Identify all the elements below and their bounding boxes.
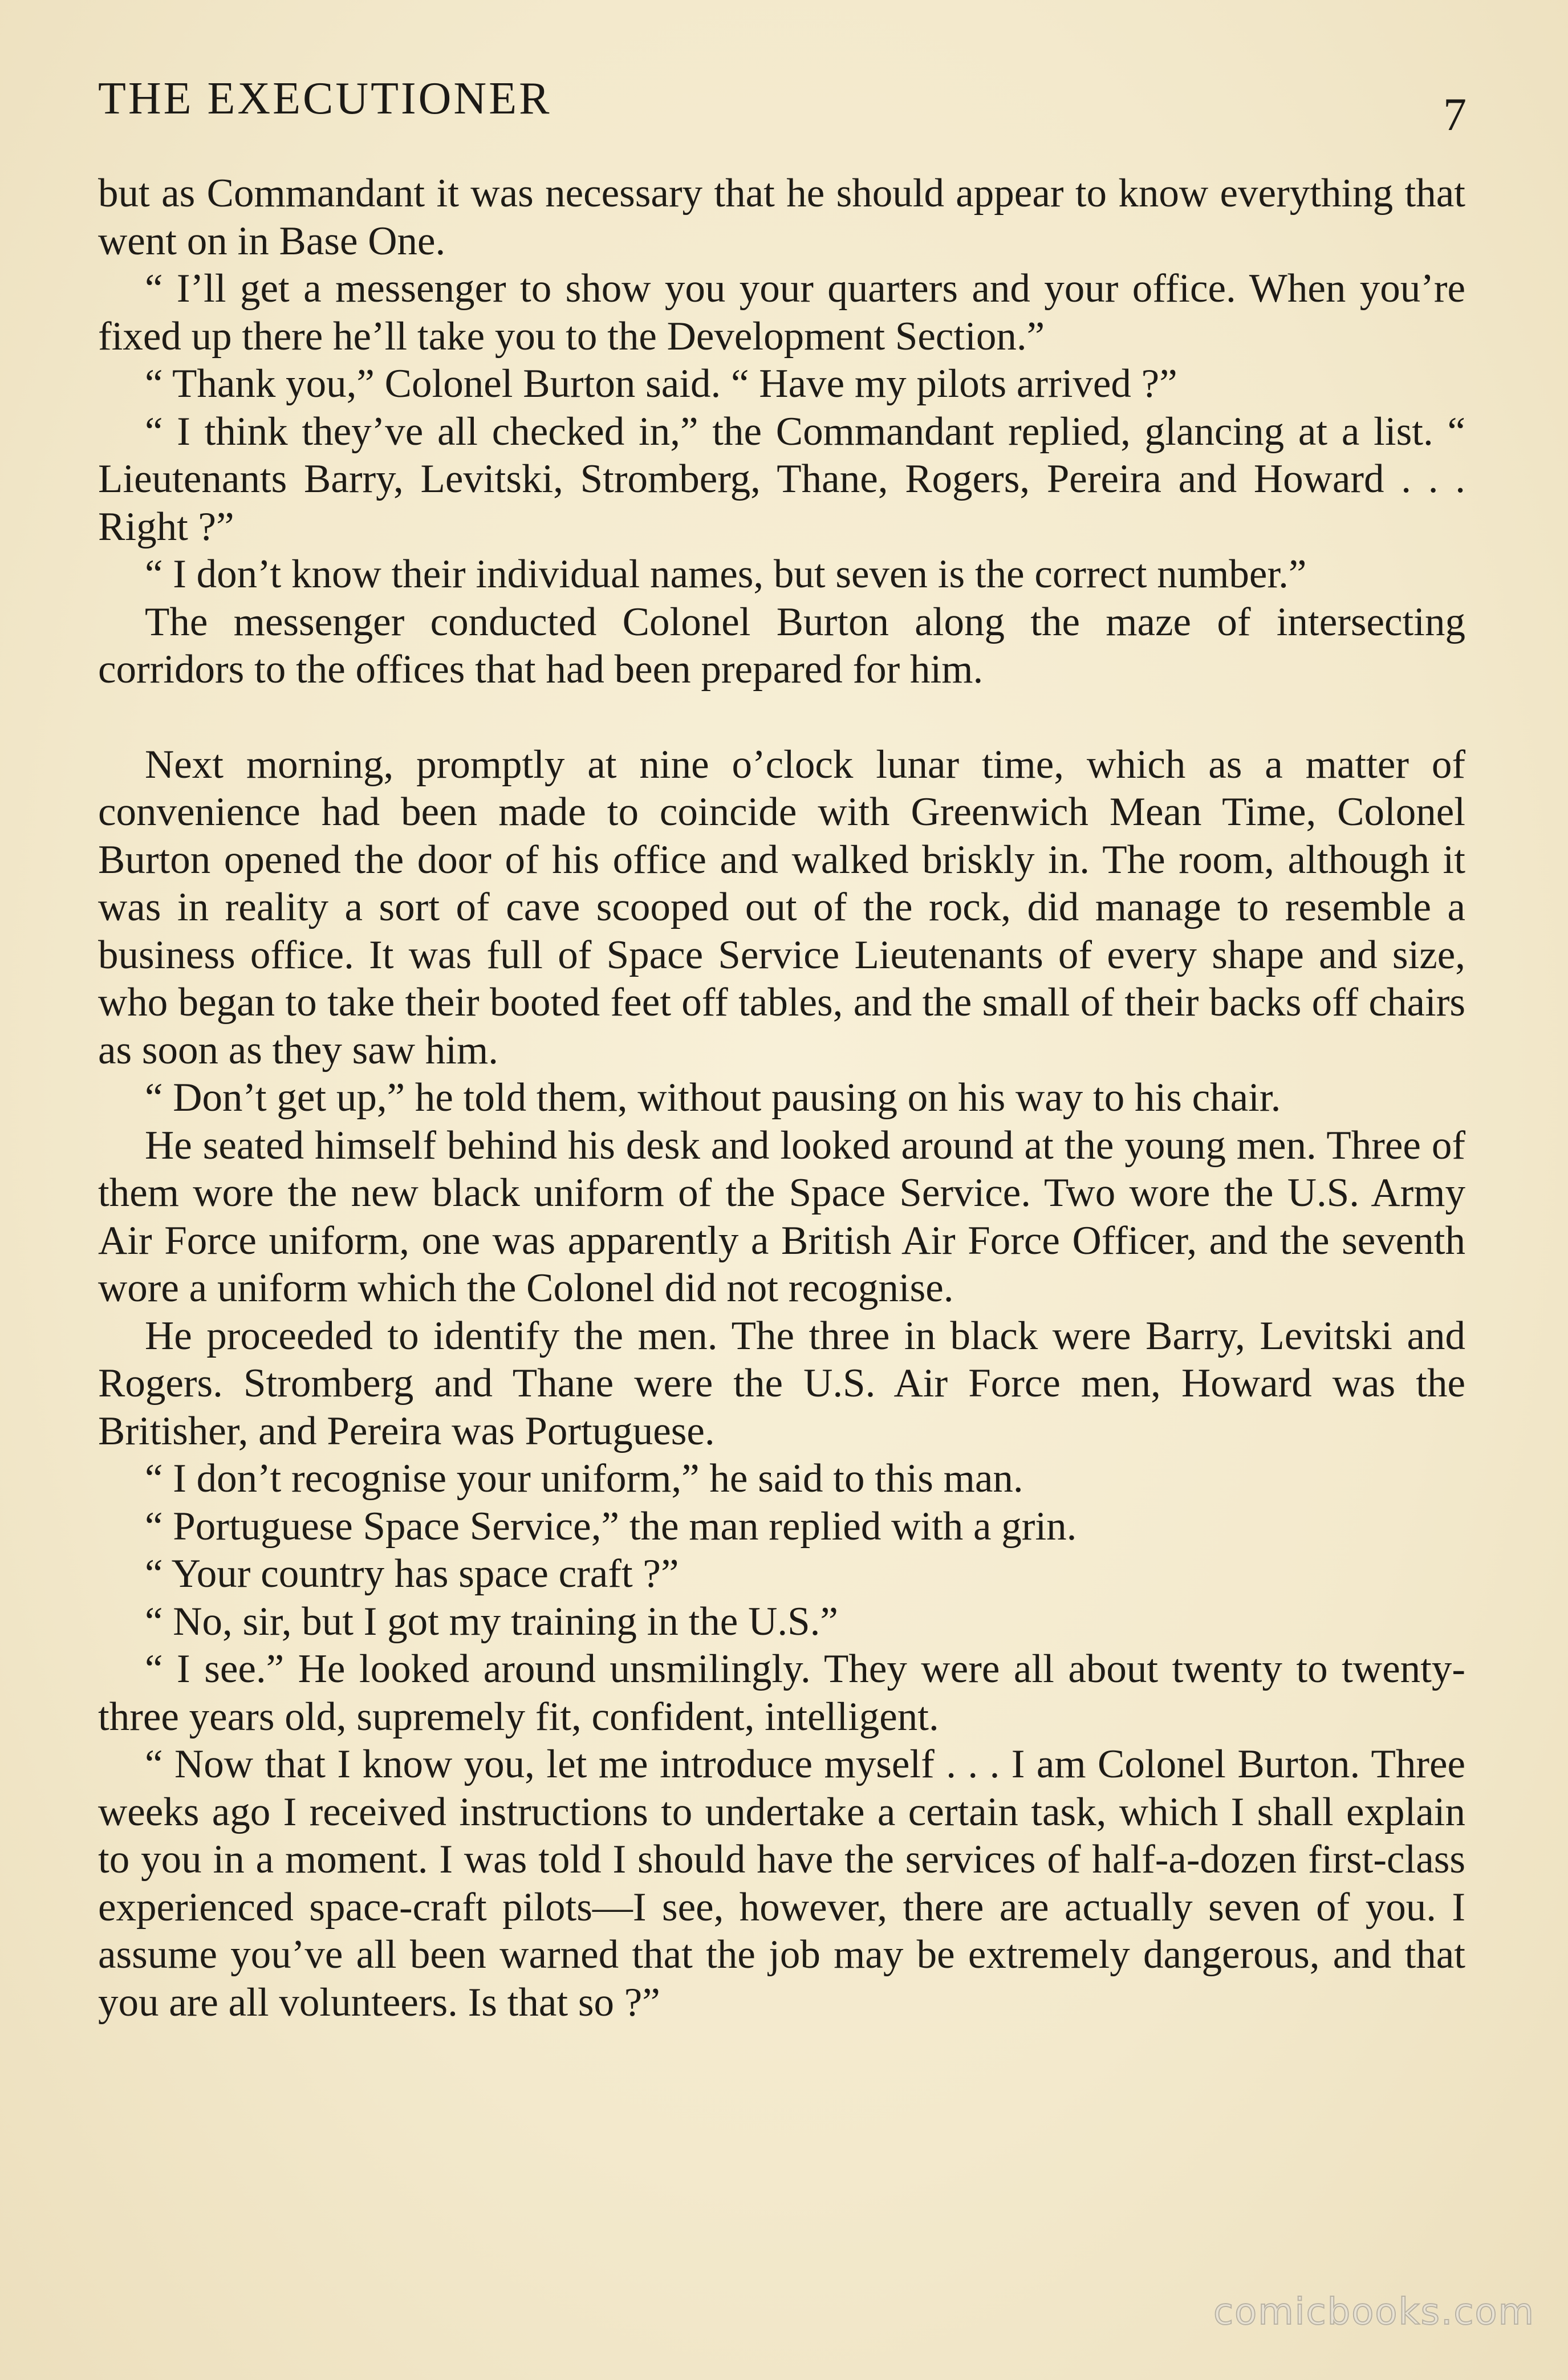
body-text xyxy=(98,170,1465,2302)
running-title: THE EXECUTIONER xyxy=(98,74,552,124)
paragraph: “ Don’t get up,” he told them, without pausing on his way to his chair. xyxy=(145,1075,1281,1120)
paragraph: He seated himself behind his desk and looked around at the young men. Three of them wore the new black uniform of the Space Service. Two wore the U.S. Army Air Force uniform, one was apparently a British Air Force Officer, and the seventh wore a uniform which the Colonel did not recognise. xyxy=(98,1123,1465,1310)
paragraph: Next morning, promptly at nine o’clock lunar time, which as a matter of convenience had been made to coincide with Greenwich Mean Time, Colonel Burton opened the door of his office and walked briskly in. The room, although it was in reality a sort of cave scooped out of the rock, did manage to resemble a business office. It was full of Space Service Lieutenants of every shape and size, who began to take their booted feet off tables, and the small of their backs off chairs as soon as they saw him. xyxy=(98,742,1465,1073)
paragraph: The messenger conducted Colonel Burton along the maze of intersecting corridors to the offices that had been prepared for him. xyxy=(98,599,1465,692)
paragraph: “ Portuguese Space Service,” the man replied with a grin. xyxy=(145,1504,1077,1549)
paragraph: “ Thank you,” Colonel Burton said. “ Have my pilots arrived ?” xyxy=(145,362,1177,406)
page-header xyxy=(98,73,1467,141)
paragraph: “ Now that I know you, let me introduce myself . . . I am Colonel Burton. Three weeks ago I received instructions to undertake a certain task, which I shall explain to you in a moment. I was told I should have the services of half-a-dozen first-class experienced space-craft pilots—I see, however, there are actually seven of you. I assume you’ve all been warned that the job may be extremely dangerous, and that you are all volunteers. Is that so ?” xyxy=(98,1742,1465,2025)
paragraph: “ I’ll get a messenger to show you your quarters and your office. When you’re fixed up there he’ll take you to the Development Section.” xyxy=(98,266,1465,359)
paragraph: “ I think they’ve all checked in,” the Commandant replied, glancing at a list. “ Lieutenants Barry, Levitski, Stromberg, Thane, Rogers, Pereira and Howard . . . Right ?” xyxy=(98,409,1465,549)
paragraph: “ Your country has space craft ?” xyxy=(145,1552,679,1596)
paragraph: “ I don’t recognise your uniform,” he said to this man. xyxy=(145,1456,1023,1501)
watermark-logo: comicbooks.com xyxy=(1213,2291,1535,2333)
paragraph: “ I see.” He looked around unsmilingly. They were all about twenty to twenty-three years old, supremely fit, confident, intelligent. xyxy=(98,1647,1465,1739)
paragraph: but as Commandant it was necessary that he should appear to know everything that went on in Base One. xyxy=(98,171,1465,263)
page-number: 7 xyxy=(1443,88,1467,140)
paragraph: “ No, sir, but I got my training in the U.S.” xyxy=(145,1599,838,1644)
section-break xyxy=(98,694,1465,741)
paragraph: He proceeded to identify the men. The three in black were Barry, Levitski and Rogers. Stromberg and Thane were the U.S. Air Force men, Howard was the Britisher, and Pereira was Portuguese. xyxy=(98,1313,1465,1453)
paragraph: “ I don’t know their individual names, but seven is the correct number.” xyxy=(145,552,1307,596)
